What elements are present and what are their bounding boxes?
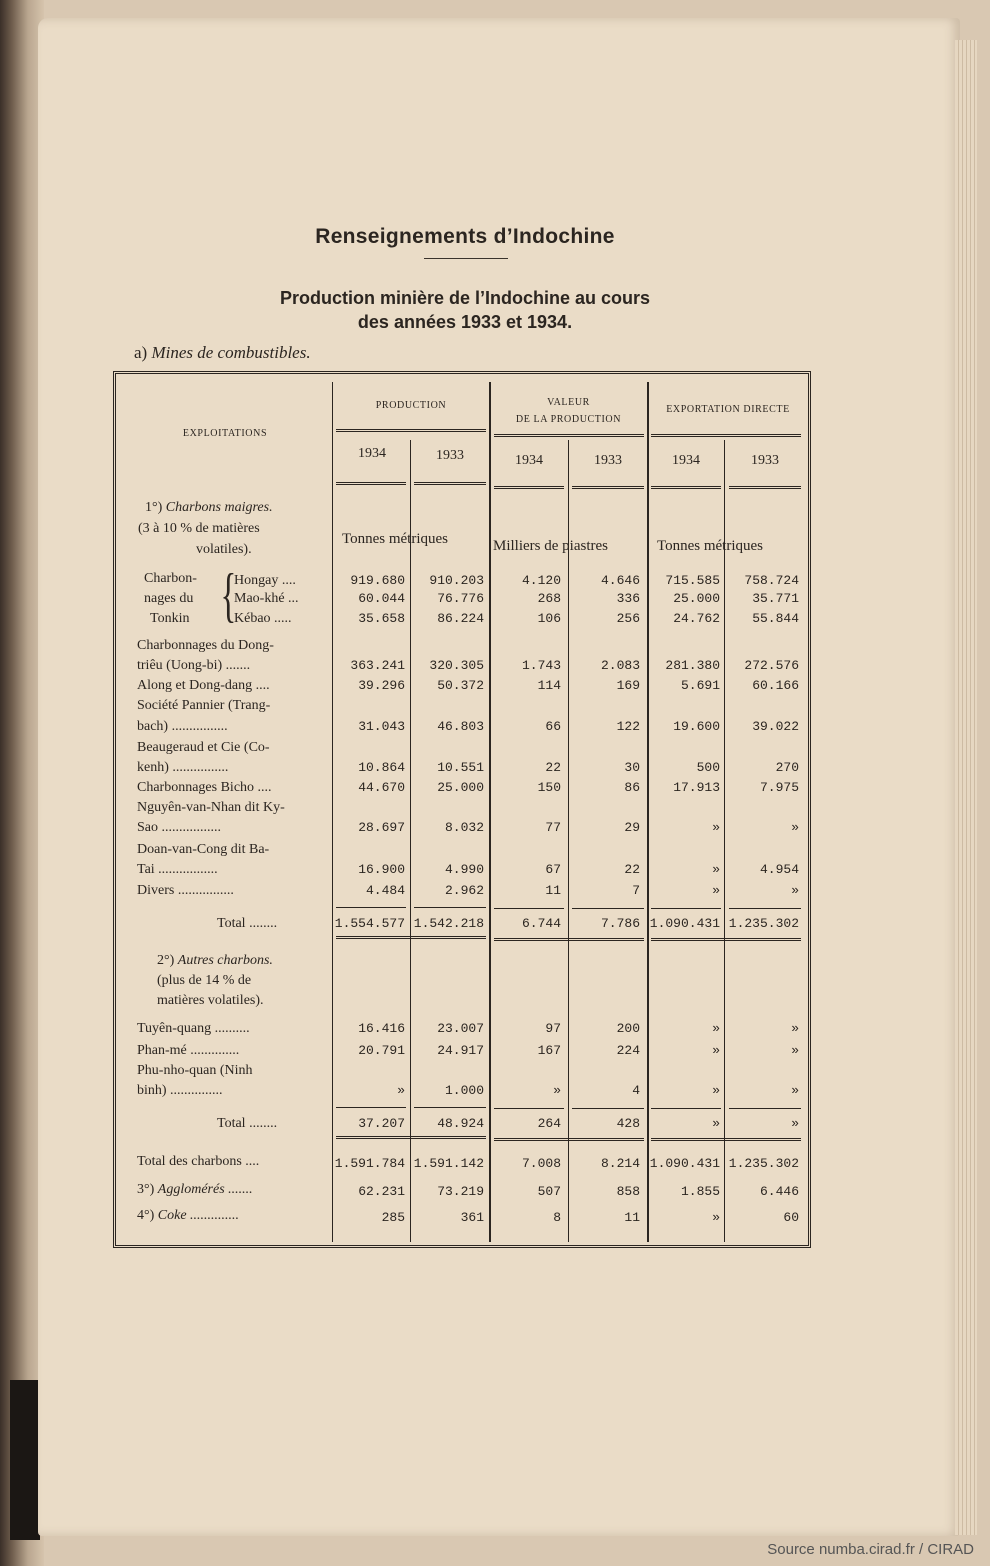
table-cell: 11 xyxy=(624,1210,640,1225)
table-cell: 31.043 xyxy=(358,719,405,734)
table-cell: 4.954 xyxy=(759,862,799,877)
page-subtitle xyxy=(200,286,730,334)
header-rule xyxy=(494,434,644,437)
row-label: Mao-khé ... xyxy=(234,591,299,606)
page-edges xyxy=(955,40,977,1535)
table-cell: » xyxy=(791,1043,799,1058)
sum-rule xyxy=(729,908,801,909)
table-cell: 24.762 xyxy=(673,611,720,626)
table-cell: 1.743 xyxy=(521,658,561,673)
header-exportation: EXPORTATION DIRECTE xyxy=(666,404,790,415)
year-1934: 1934 xyxy=(515,453,543,468)
table-cell: 758.724 xyxy=(744,573,799,588)
row-label: Kébao ..... xyxy=(234,611,292,626)
header-exploitations: EXPLOITATIONS xyxy=(182,428,268,439)
section2-number: 2°) xyxy=(157,953,175,968)
header-rule xyxy=(336,482,406,485)
sum-rule xyxy=(414,1107,486,1108)
row-label: Beaugeraud et Cie (Co- xyxy=(137,740,270,755)
table-cell: 500 xyxy=(696,760,720,775)
table-cell: 1.591.784 xyxy=(334,1156,405,1171)
table-cell: » xyxy=(712,1043,720,1058)
table-cell: 715.585 xyxy=(665,573,720,588)
table-cell: 4 xyxy=(632,1083,640,1098)
table-cell: 50.372 xyxy=(437,678,484,693)
table-cell: 55.844 xyxy=(752,611,799,626)
table-cell: 28.697 xyxy=(358,820,405,835)
table-cell: 2.083 xyxy=(600,658,640,673)
table-cell: 23.007 xyxy=(437,1021,484,1036)
table-cell: » xyxy=(553,1083,561,1098)
unit-exportation: Tonnes métriques xyxy=(657,538,764,554)
table-cell: » xyxy=(791,1116,799,1131)
table-cell: » xyxy=(712,1083,720,1098)
table-cell: 1.090.431 xyxy=(649,916,720,931)
year-1933: 1933 xyxy=(594,453,622,468)
header-rule xyxy=(651,486,721,489)
table-cell: 62.231 xyxy=(358,1184,405,1199)
row-label: Nguyên-van-Nhan dit Ky- xyxy=(137,800,285,815)
table-cell: » xyxy=(791,1083,799,1098)
table-cell: 1.235.302 xyxy=(728,1156,799,1171)
table-cell: 44.670 xyxy=(358,780,405,795)
row-label xyxy=(137,1182,253,1198)
tonkin-label-2: nages du xyxy=(144,591,194,606)
table-cell: 858 xyxy=(616,1184,640,1199)
sum-rule xyxy=(651,1108,721,1109)
table-cell: » xyxy=(397,1083,405,1098)
table-cell: 361 xyxy=(460,1210,484,1225)
sum-rule xyxy=(651,908,721,909)
table-cell: 25.000 xyxy=(673,591,720,606)
table-cell: 35.658 xyxy=(358,611,405,626)
bookmark-ribbon xyxy=(10,1380,40,1540)
table-cell: 919.680 xyxy=(350,573,405,588)
row-label: Sao ................. xyxy=(137,820,221,835)
row-number: 3°) xyxy=(137,1182,155,1197)
section-prefix: a) xyxy=(134,343,148,362)
table-cell: 29 xyxy=(624,820,640,835)
table-cell: 200 xyxy=(616,1021,640,1036)
table-cell: » xyxy=(712,1021,720,1036)
table-cell: 86.224 xyxy=(437,611,484,626)
table-cell: 16.900 xyxy=(358,862,405,877)
table-cell: 1.000 xyxy=(444,1083,484,1098)
table-cell: 7.786 xyxy=(600,916,640,931)
table-cell: » xyxy=(712,1116,720,1131)
header-valeur-l1: VALEUR xyxy=(547,397,590,408)
table-cell: » xyxy=(791,820,799,835)
table-cell: 76.776 xyxy=(437,591,484,606)
row-number: 4°) xyxy=(137,1208,155,1223)
header-rule xyxy=(729,486,801,489)
section1-desc-1: (3 à 10 % de matières xyxy=(138,521,260,536)
section2-desc-1: (plus de 14 % de xyxy=(157,973,252,988)
table-cell: 10.551 xyxy=(437,760,484,775)
total-label: Total ........ xyxy=(217,916,278,931)
table-cell: 1.090.431 xyxy=(649,1156,720,1171)
row-label: triêu (Uong-bi) ....... xyxy=(137,658,251,673)
row-label: Hongay .... xyxy=(234,573,296,588)
section2-desc-2: matières volatiles). xyxy=(157,993,264,1008)
table-cell: » xyxy=(712,1210,720,1225)
section1-number: 1°) xyxy=(145,500,163,515)
page-title: Renseignements d’Indochine xyxy=(315,225,615,248)
total-rule xyxy=(494,938,644,941)
sum-rule xyxy=(414,907,486,908)
table-cell: 270 xyxy=(775,760,799,775)
header-rule xyxy=(572,486,644,489)
table-cell: » xyxy=(791,1021,799,1036)
table-cell: » xyxy=(791,883,799,898)
table-cell: 10.864 xyxy=(358,760,405,775)
table-cell: 73.219 xyxy=(437,1184,484,1199)
row-label xyxy=(137,1208,239,1224)
table-cell: 20.791 xyxy=(358,1043,405,1058)
table-cell: 1.235.302 xyxy=(728,916,799,931)
total-charbons-label: Total des charbons .... xyxy=(137,1154,260,1169)
year-1934: 1934 xyxy=(358,446,386,461)
table-cell: 25.000 xyxy=(437,780,484,795)
row-label: Tai ................. xyxy=(137,862,218,877)
table-cell: 17.913 xyxy=(673,780,720,795)
table-cell: 224 xyxy=(616,1043,640,1058)
row-label: Tuyên-quang .......... xyxy=(137,1021,250,1036)
row-label: bach) ................ xyxy=(137,719,228,734)
header-valeur-l2: DE LA PRODUCTION xyxy=(515,414,622,425)
header-rule xyxy=(336,429,486,432)
table-cell: » xyxy=(712,883,720,898)
table-cell: 7.008 xyxy=(521,1156,561,1171)
table-cell: 910.203 xyxy=(429,573,484,588)
row-label: Divers ................ xyxy=(137,883,234,898)
header-rule xyxy=(651,434,801,437)
section1-desc-2: volatiles). xyxy=(196,542,252,557)
year-1933: 1933 xyxy=(436,448,464,463)
table-cell: 39.022 xyxy=(752,719,799,734)
brace-icon: { xyxy=(220,562,237,628)
table-cell: 35.771 xyxy=(752,591,799,606)
header-rule xyxy=(414,482,486,485)
table-cell: 507 xyxy=(537,1184,561,1199)
sum-rule xyxy=(729,1108,801,1109)
table-cell: 6.446 xyxy=(759,1184,799,1199)
header-production: PRODUCTION xyxy=(375,400,447,411)
total-rule xyxy=(651,938,801,941)
table-cell: 22 xyxy=(545,760,561,775)
table-cell: 8.032 xyxy=(444,820,484,835)
col-divider xyxy=(489,382,491,1242)
table-cell: 281.380 xyxy=(665,658,720,673)
sum-rule xyxy=(336,907,406,908)
table-cell: 37.207 xyxy=(358,1116,405,1131)
table-cell: 264 xyxy=(537,1116,561,1131)
table-cell: 167 xyxy=(537,1043,561,1058)
sum-rule xyxy=(572,1108,644,1109)
table-cell: 2.962 xyxy=(444,883,484,898)
section2-name: Autres charbons. xyxy=(177,953,273,968)
table-cell: 19.600 xyxy=(673,719,720,734)
table-cell: 1.855 xyxy=(680,1184,720,1199)
table-cell: 24.917 xyxy=(437,1043,484,1058)
table-cell: » xyxy=(712,820,720,835)
table-cell: 4.120 xyxy=(521,573,561,588)
table-cell: 39.296 xyxy=(358,678,405,693)
table-cell: 60.166 xyxy=(752,678,799,693)
table-cell: 4.990 xyxy=(444,862,484,877)
sum-rule xyxy=(494,1108,564,1109)
table-cell: 7 xyxy=(632,883,640,898)
header-rule xyxy=(494,486,564,489)
row-label: Phan-mé .............. xyxy=(137,1043,240,1058)
table-cell: 48.924 xyxy=(437,1116,484,1131)
table-cell: 30 xyxy=(624,760,640,775)
table-cell: 1.542.218 xyxy=(413,916,484,931)
table-cell: 114 xyxy=(537,678,561,693)
year-1934: 1934 xyxy=(672,453,700,468)
sum-rule xyxy=(572,908,644,909)
table-cell: 336 xyxy=(616,591,640,606)
table-cell: 86 xyxy=(624,780,640,795)
table-cell: 272.576 xyxy=(744,658,799,673)
table-cell: 60.044 xyxy=(358,591,405,606)
table-cell: 16.416 xyxy=(358,1021,405,1036)
table-cell: 5.691 xyxy=(680,678,720,693)
source-credit: Source numba.cirad.fr / CIRAD xyxy=(767,1541,974,1558)
sum-rule xyxy=(494,908,564,909)
total-rule xyxy=(336,1136,486,1139)
table-cell: 11 xyxy=(545,883,561,898)
table-cell: 256 xyxy=(616,611,640,626)
row-label: Phu-nho-quan (Ninh xyxy=(137,1063,253,1078)
total-label: Total ........ xyxy=(217,1116,278,1131)
table-cell: 46.803 xyxy=(437,719,484,734)
table-cell: 6.744 xyxy=(521,916,561,931)
table-cell: 4.646 xyxy=(600,573,640,588)
table-cell: 97 xyxy=(545,1021,561,1036)
table-cell: 7.975 xyxy=(759,780,799,795)
table-cell: 4.484 xyxy=(365,883,405,898)
section2-title xyxy=(157,953,273,969)
table-cell: » xyxy=(712,862,720,877)
row-label: Along et Dong-dang .... xyxy=(137,678,270,693)
table-cell: 22 xyxy=(624,862,640,877)
table-cell: 1.591.142 xyxy=(413,1156,484,1171)
title-rule xyxy=(424,258,508,259)
table-cell: 122 xyxy=(616,719,640,734)
row-label: Doan-van-Cong dit Ba- xyxy=(137,842,270,857)
section-heading xyxy=(134,343,311,363)
row-name: Coke .............. xyxy=(157,1208,240,1223)
section1-name: Charbons maigres. xyxy=(165,500,273,515)
total-rule xyxy=(336,936,486,939)
table-cell: 320.305 xyxy=(429,658,484,673)
col-divider xyxy=(332,382,333,1242)
table-cell: 106 xyxy=(537,611,561,626)
row-label: binh) ............... xyxy=(137,1083,223,1098)
table-cell: 8 xyxy=(553,1210,561,1225)
table-cell: 150 xyxy=(537,780,561,795)
row-label: kenh) ................ xyxy=(137,760,229,775)
tonkin-label-3: Tonkin xyxy=(150,611,190,626)
table-cell: 1.554.577 xyxy=(334,916,405,931)
row-label: Charbonnages Bicho .... xyxy=(137,780,272,795)
table-cell: 169 xyxy=(616,678,640,693)
unit-production: Tonnes métriques xyxy=(342,531,449,547)
sum-rule xyxy=(336,1107,406,1108)
year-1933: 1933 xyxy=(751,453,779,468)
col-divider xyxy=(647,382,649,1242)
table-cell: 77 xyxy=(545,820,561,835)
subtitle-line-2: des années 1933 et 1934. xyxy=(357,312,573,332)
table-cell: 363.241 xyxy=(350,658,405,673)
total-rule xyxy=(651,1138,801,1141)
table-cell: 66 xyxy=(545,719,561,734)
table-cell: 285 xyxy=(381,1210,405,1225)
row-label: Société Pannier (Trang- xyxy=(137,698,271,713)
section-text: Mines de combustibles. xyxy=(151,343,311,362)
table-cell: 8.214 xyxy=(600,1156,640,1171)
table-cell: 67 xyxy=(545,862,561,877)
tonkin-label-1: Charbon- xyxy=(144,571,197,586)
subtitle-line-1: Production minière de l’Indochine au cours xyxy=(279,288,651,308)
table-cell: 428 xyxy=(616,1116,640,1131)
table-cell: 60 xyxy=(783,1210,799,1225)
unit-valeur: Milliers de piastres xyxy=(493,538,608,554)
row-name: Agglomérés ....... xyxy=(157,1182,253,1197)
section1-title xyxy=(145,500,273,516)
total-rule xyxy=(494,1138,644,1141)
row-label: Charbonnages du Dong- xyxy=(137,638,274,653)
table-cell: 268 xyxy=(537,591,561,606)
